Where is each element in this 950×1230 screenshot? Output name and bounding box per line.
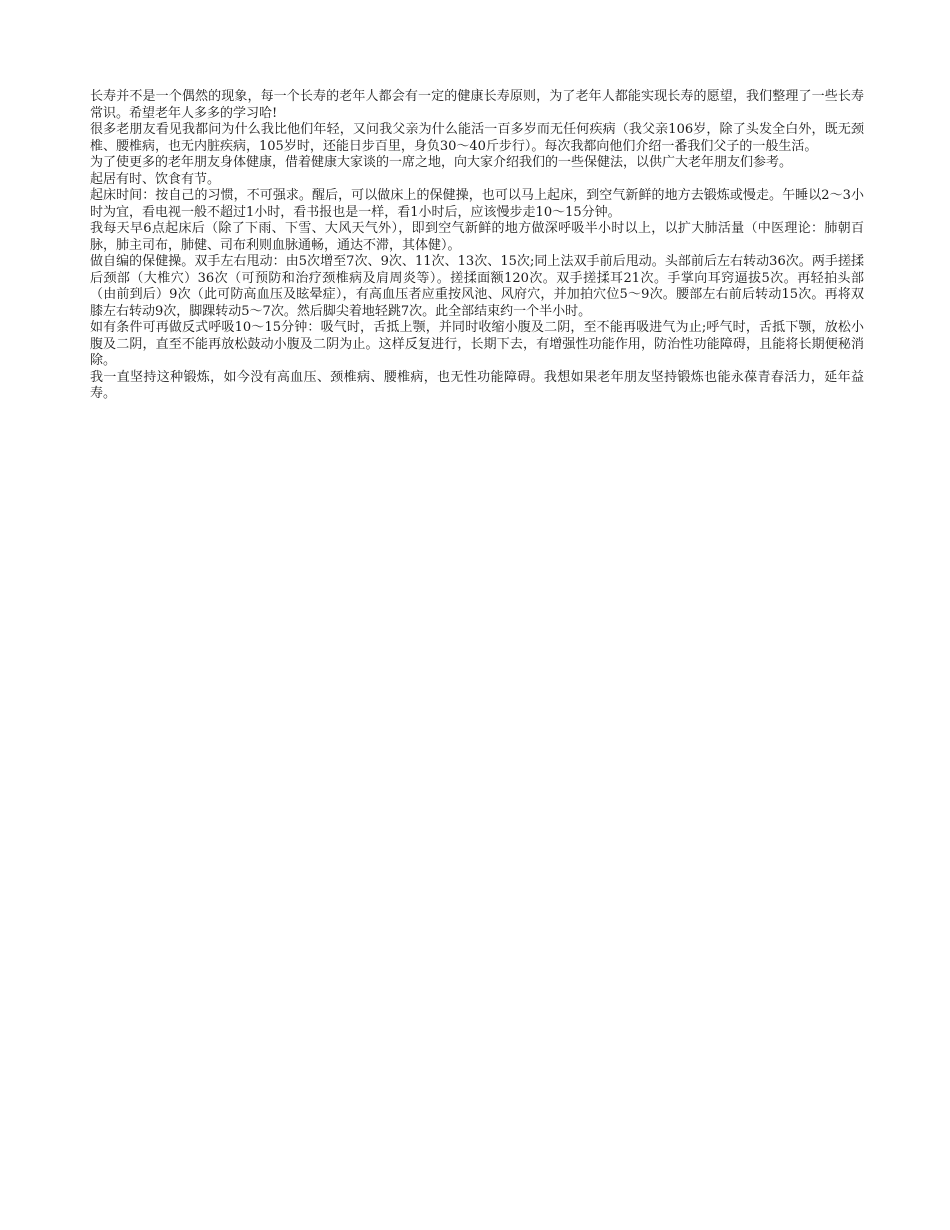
paragraph-heading-routine: 起居有时、饮食有节。 (90, 171, 221, 187)
paragraph-conclusion: 我一直坚持这种锻炼，如今没有高血压、颈椎病、腰椎病，也无性功能障碍。我想如果老年朋友坚持锻炼也能永葆青春活力，延年益寿。 (90, 369, 864, 401)
paragraph-morning-breathing: 我每天早6点起床后（除了下雨、下雪、大风天气外），即到空气新鲜的地方做深呼吸半小时以上，以扩大肺活量（中医理论：肺朝百脉，肺主司布，肺健、司布利则血脉通畅，通达不滞，其体健）。 (90, 221, 864, 253)
paragraph-father: 很多老朋友看见我都问为什么我比他们年轻，又问我父亲为什么能活一百多岁而无任何疾病（我父亲106岁，除了头发全白外，既无颈椎、腰椎病，也无内脏疾病，105岁时，还能日步百里，身负30～40斤步行）。每次我都向他们介绍一番我们父子的一般生活。 (90, 122, 864, 154)
paragraph-wake-time: 起床时间：按自己的习惯，不可强求。醒后，可以做床上的保健操，也可以马上起床，到空气新鲜的地方去锻炼或慢走。午睡以2～3小时为宜，看电视一般不超过1小时，看书报也是一样，看1小时后，应该慢步走10～15分钟。 (90, 188, 864, 220)
paragraph-exercise: 做自编的保健操。双手左右甩动：由5次增至7次、9次、11次、13次、15次;同上法双手前后甩动。头部前后左右转动36次。两手搓揉后颈部（大椎穴）36次（可预防和治疗颈椎病及肩周炎等）。搓揉面额120次。双手搓揉耳21次。手掌向耳窍逼拔5次。再轻拍头部（由前到后）9次（此可防高血压及眩晕症），有高血压者应重按风池、风府穴，并加拍穴位5～9次。腰部左右前后转动15次。再将双膝左右转动9次，脚踝转动5～7次。然后脚尖着地轻跳7次。此全部结束约一个半小时。 (90, 254, 864, 319)
document-body (90, 89, 864, 403)
paragraph-intro: 长寿并不是一个偶然的现象，每一个长寿的老年人都会有一定的健康长寿原则，为了老年人都能实现长寿的愿望，我们整理了一些长寿常识。希望老年人多多的学习哈! (90, 89, 864, 121)
paragraph-reverse-breathing: 如有条件可再做反式呼吸10～15分钟：吸气时，舌抵上颚，并同时收缩小腹及二阴，至不能再吸进气为止;呼气时，舌抵下颚，放松小腹及二阴，直至不能再放松鼓动小腹及二阴为止。这样反复进行，长期下去，有增强性功能作用，防治性功能障碍，且能将长期便秘消除。 (90, 320, 864, 368)
paragraph-purpose: 为了使更多的老年朋友身体健康，借着健康大家谈的一席之地，向大家介绍我们的一些保健法，以供广大老年朋友们参考。 (90, 155, 793, 170)
